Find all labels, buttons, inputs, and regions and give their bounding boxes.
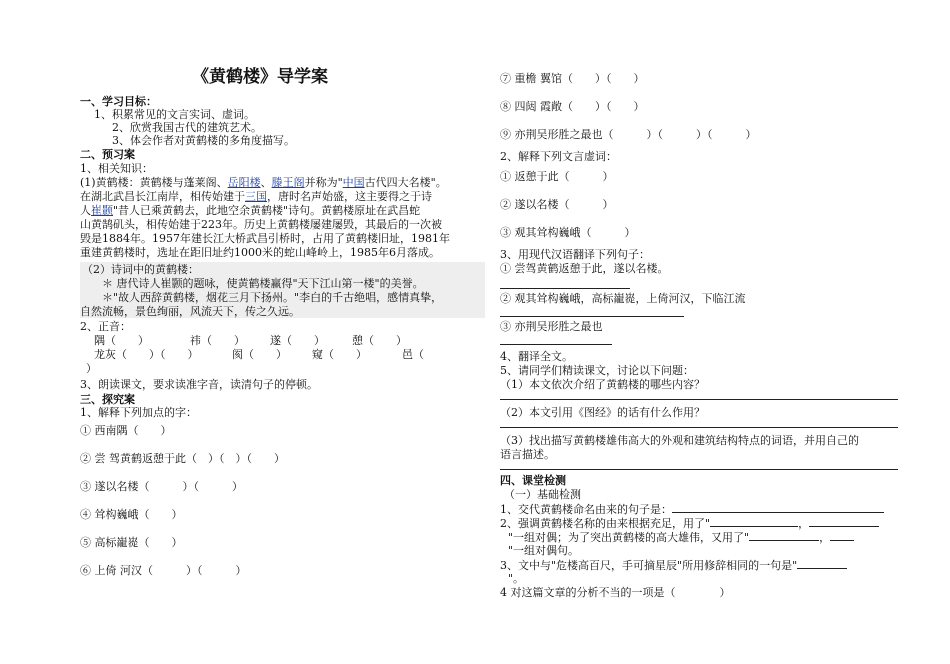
test-item-4: 4 对这篇文章的分析不当的一项是（ ） <box>500 586 731 599</box>
test-item-3-line-2: "。 <box>508 572 525 585</box>
translate-question: 3、用现代汉语翻译下列句子： <box>500 248 650 261</box>
word-item-3: ③ 遂以名楼（ ）（ ） <box>80 480 243 493</box>
function-word-2: ② 遂以名楼（ ） <box>500 198 614 211</box>
knowledge-line-6: 重建黄鹤楼时，选址在距旧址约1000米的蛇山峰岭上，1985年6月落成。 <box>80 246 440 259</box>
link-three-kingdoms[interactable]: 三国 <box>245 190 267 203</box>
pron-item-6: 阂（ ） <box>232 348 287 361</box>
word-item-6: ⑥ 上倚 河汉（ ）（ ） <box>80 564 247 577</box>
discussion-question: 5、请同学们精读课文，讨论以下问题： <box>500 364 694 377</box>
function-word-1: ① 返憩于此（ ） <box>500 170 614 183</box>
word-item-9: ⑨ 亦荆吴形胜之最也（ ）（ ）（ ） <box>500 128 757 141</box>
discussion-3-line-2: 语言描述。 <box>500 448 555 461</box>
knowledge-line-5: 毁是1884年。1957年建长江大桥武昌引桥时，占用了黄鹤楼旧址，1981年 <box>80 232 450 245</box>
pron-item-4: 憩（ ） <box>352 334 407 347</box>
knowledge-line-3: 人崔颢"昔人已乘黄鹤去，此地空余黄鹤楼"诗句。黄鹤楼原址在武昌蛇 <box>80 204 421 217</box>
poetry-quote-1: ＊ 唐代诗人崔颢的题咏，使黄鹤楼赢得"天下江山第一楼"的美誉。 <box>102 277 424 290</box>
answer-line-5[interactable] <box>500 427 898 428</box>
pron-item-8-close: ） <box>86 362 97 375</box>
preview-heading: 二、预习案 <box>80 148 135 161</box>
poetry-quote-2: ＊"故人西辞黄鹤楼，烟花三月下扬州。"李白的千古绝唱，感情真挚， <box>102 291 443 304</box>
discussion-2: （2）本文引用《图经》的话有什么作用？ <box>500 406 705 419</box>
answer-line-2[interactable] <box>500 316 684 317</box>
word-item-1: ① 西南隅（ ） <box>80 424 172 437</box>
goal-1: 1、积累常见的文言实词、虚词。 <box>94 108 255 121</box>
reading-task: 3、朗读课文，要求读准字音，读清句子的停顿。 <box>80 378 318 391</box>
pron-item-2: 祎（ ） <box>190 334 245 347</box>
fill-blank-2c[interactable] <box>749 530 819 541</box>
word-item-2: ② 尝 驾黄鹤返憩于此（ ）（ ）（ ） <box>80 452 285 465</box>
poetry-quote-3: 自然流畅，景色绚丽，风流天下，传之久远。 <box>80 305 300 318</box>
answer-line-4[interactable] <box>500 399 898 400</box>
pronunciation-heading: 2、正音： <box>80 320 131 333</box>
basic-test-heading: （一）基础检测 <box>504 488 581 501</box>
inquiry-heading: 三、探究案 <box>80 393 135 406</box>
pron-item-8: 邑（ <box>402 348 424 361</box>
pron-item-1: 隅（ ） <box>94 334 149 347</box>
word-item-4: ④ 耸构巍峨（ ） <box>80 508 183 521</box>
inquiry-question-1: 1、解释下列加点的字： <box>80 406 197 419</box>
fill-blank-1[interactable] <box>672 502 884 513</box>
link-tengwang-pavilion[interactable]: 滕王阁 <box>271 176 305 189</box>
poetry-heading: （2）诗词中的黄鹤楼： <box>82 263 199 276</box>
pron-item-5: 龙灰（ ）（ ） <box>94 348 199 361</box>
pron-item-7: 窥（ ） <box>312 348 367 361</box>
pron-item-3: 遂（ ） <box>270 334 325 347</box>
translate-full-text: 4、翻译全文。 <box>500 350 573 363</box>
knowledge-line-1: (1)黄鹤楼：黄鹤楼与蓬莱阁、岳阳楼、滕王阁并称为"中国古代四大名楼"。 <box>80 176 447 189</box>
test-item-2-line-2: "一组对偶；为了突出黄鹤楼的高大雄伟，又用了" ， <box>508 530 854 545</box>
translate-sentence-2: ② 观其耸构巍峨，高标巃嵸，上倚河汉，下临江流 <box>500 292 746 305</box>
knowledge-line-4: 山黄鹄矶头，相传始建于223年。历史上黄鹤楼屡建屡毁，其最后的一次被 <box>80 218 442 231</box>
link-china[interactable]: 中国 <box>342 176 365 189</box>
word-item-8: ⑧ 四闼 霞敞（ ）（ ） <box>500 100 645 113</box>
class-test-heading: 四、课堂检测 <box>500 474 566 487</box>
goal-2: 2、欣赏我国古代的建筑艺术。 <box>112 121 262 134</box>
link-yueyang-tower[interactable]: 岳阳楼 <box>227 176 261 189</box>
fill-blank-2a[interactable] <box>710 516 798 527</box>
test-item-2-line-3: "一组对偶句。 <box>508 544 580 557</box>
knowledge-line-2: 在湖北武昌长江南岸，相传始建于三国，唐时名声始盛，这主要得之于诗 <box>80 190 432 203</box>
word-item-5: ⑤ 高标巃嵸（ ） <box>80 536 183 549</box>
test-item-3-line-1: 3、文中与"危楼高百尺，手可摘星辰"所用修辞相同的一句是" <box>500 558 847 573</box>
answer-line-6[interactable] <box>500 469 898 470</box>
fill-blank-3[interactable] <box>797 558 847 569</box>
answer-line-1[interactable] <box>500 288 630 289</box>
fill-blank-2b[interactable] <box>809 516 879 527</box>
translate-sentence-1: ① 尝驾黄鹤返憩于此，遂以名楼。 <box>500 262 669 275</box>
goal-3: 3、体会作者对黄鹤楼的多角度描写。 <box>112 134 295 147</box>
page-title: 《黄鹤楼》导学案 <box>192 67 328 87</box>
function-words-question: 2、解释下列文言虚词： <box>500 150 617 163</box>
goals-heading: 一、学习目标： <box>80 95 157 108</box>
test-item-1: 1、交代黄鹤楼命名由来的句子是： <box>500 502 884 517</box>
answer-line-3[interactable] <box>500 344 612 345</box>
discussion-1: （1）本文依次介绍了黄鹤楼的哪些内容？ <box>500 378 705 391</box>
word-item-7: ⑦ 重檐 翼馆（ ）（ ） <box>500 72 645 85</box>
function-word-3: ③ 观其耸构巍峨（ ） <box>500 226 636 239</box>
translate-sentence-3: ③ 亦荆吴形胜之最也 <box>500 320 603 333</box>
link-cui-hao[interactable]: 崔颢 <box>91 204 113 217</box>
test-item-2-line-1: 2、强调黄鹤楼名称的由来根据充足，用了" ， <box>500 516 879 531</box>
knowledge-heading: 1、相关知识： <box>80 162 153 175</box>
fill-blank-2d[interactable] <box>830 530 854 541</box>
discussion-3-line-1: （3）找出描写黄鹤楼雄伟高大的外观和建筑结构特点的词语，并用自己的 <box>500 434 859 447</box>
